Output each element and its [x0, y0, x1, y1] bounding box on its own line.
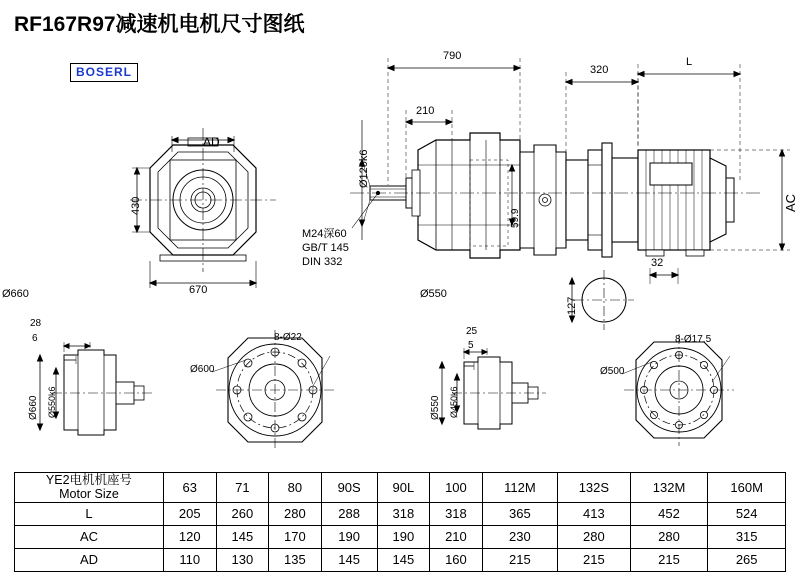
- dim-holes-8x17-5: 8-Ø17.5: [675, 334, 712, 345]
- dim-28: 28: [30, 318, 42, 329]
- table-cell: 413: [558, 502, 631, 525]
- dim-diameter-550k6: Ø550k6: [47, 386, 57, 418]
- table-size-63: 63: [164, 473, 217, 503]
- table-cell: 280: [630, 525, 708, 548]
- dim-AD: AD: [203, 135, 220, 149]
- note-thread-m24: M24深60: [302, 228, 347, 240]
- table-cell: 120: [164, 525, 217, 548]
- table-row: [15, 525, 786, 548]
- dim-670: 670: [189, 284, 208, 296]
- table-cell: 315: [708, 525, 786, 548]
- dim-diameter-550: Ø550: [430, 395, 441, 420]
- table-cell: 215: [482, 548, 557, 571]
- table-size-90s: 90S: [321, 473, 377, 503]
- table-cell: 160: [430, 548, 483, 571]
- table-cell: 190: [321, 525, 377, 548]
- dim-AC: AC: [783, 193, 798, 212]
- brand-logo: BOSERL: [70, 63, 138, 82]
- dim-430: 430: [130, 196, 142, 215]
- table-header-label: [15, 473, 164, 503]
- dim-32: 32: [651, 257, 664, 269]
- dim-59-9: 59.9: [510, 208, 521, 228]
- dim-diameter-450k6: Ø450k6: [449, 386, 459, 418]
- table-cell: 205: [164, 502, 217, 525]
- table-size-132m: 132M: [630, 473, 708, 503]
- table-cell: 145: [321, 548, 377, 571]
- table-cell: 215: [558, 548, 631, 571]
- table-cell: 170: [269, 525, 322, 548]
- table-cell: 524: [708, 502, 786, 525]
- table-size-90l: 90L: [377, 473, 430, 503]
- table-size-100: 100: [430, 473, 483, 503]
- dim-6: 6: [32, 333, 38, 344]
- table-cell: 260: [216, 502, 269, 525]
- dim-diameter-660: Ø660: [28, 395, 39, 420]
- dim-diameter-550-title: Ø550: [420, 288, 447, 300]
- dim-127: 127: [566, 296, 578, 315]
- table-cell: 190: [377, 525, 430, 548]
- dim-320: 320: [590, 64, 609, 76]
- table-header-label-en: Motor Size: [59, 487, 119, 502]
- table-row-label-AC: AC: [15, 525, 164, 548]
- dim-210: 210: [416, 105, 435, 117]
- table-cell: 110: [164, 548, 217, 571]
- dim-790: 790: [443, 50, 462, 62]
- table-row: [15, 548, 786, 571]
- table-size-71: 71: [216, 473, 269, 503]
- table-size-112m: 112M: [482, 473, 557, 503]
- table-row-label-L: L: [15, 502, 164, 525]
- table-size-160m: 160M: [708, 473, 786, 503]
- table-cell: 145: [216, 525, 269, 548]
- table-cell: 135: [269, 548, 322, 571]
- table-cell: 215: [630, 548, 708, 571]
- dim-L: L: [686, 56, 693, 68]
- note-gbt145: GB/T 145: [302, 242, 349, 254]
- table-cell: 210: [430, 525, 483, 548]
- dim-25: 25: [466, 326, 478, 337]
- dim-5: 5: [468, 340, 474, 351]
- table-size-132s: 132S: [558, 473, 631, 503]
- table-cell: 280: [269, 502, 322, 525]
- dim-holes-8x22: 8-Ø22: [274, 332, 302, 343]
- table-row: [15, 502, 786, 525]
- table-cell: 318: [430, 502, 483, 525]
- motor-size-table: [14, 472, 786, 572]
- table-size-80: 80: [269, 473, 322, 503]
- table-cell: 280: [558, 525, 631, 548]
- table-cell: 145: [377, 548, 430, 571]
- page-title: RF167R97减速机电机尺寸图纸: [14, 13, 305, 36]
- table-cell: 130: [216, 548, 269, 571]
- table-row-label-AD: AD: [15, 548, 164, 571]
- dim-diameter-500: Ø500: [600, 366, 625, 377]
- dim-diameter-120k6: Ø120k6: [358, 149, 370, 188]
- note-din332: DIN 332: [302, 256, 343, 268]
- table-cell: 318: [377, 502, 430, 525]
- table-cell: 265: [708, 548, 786, 571]
- dim-diameter-600: Ø600: [190, 364, 215, 375]
- table-cell: 230: [482, 525, 557, 548]
- table-header-row: [15, 473, 786, 503]
- table-header-label-cn: YE2电机机座号: [45, 473, 133, 487]
- table-cell: 365: [482, 502, 557, 525]
- table-cell: 452: [630, 502, 708, 525]
- dim-diameter-660-title: Ø660: [2, 288, 29, 300]
- table-cell: 288: [321, 502, 377, 525]
